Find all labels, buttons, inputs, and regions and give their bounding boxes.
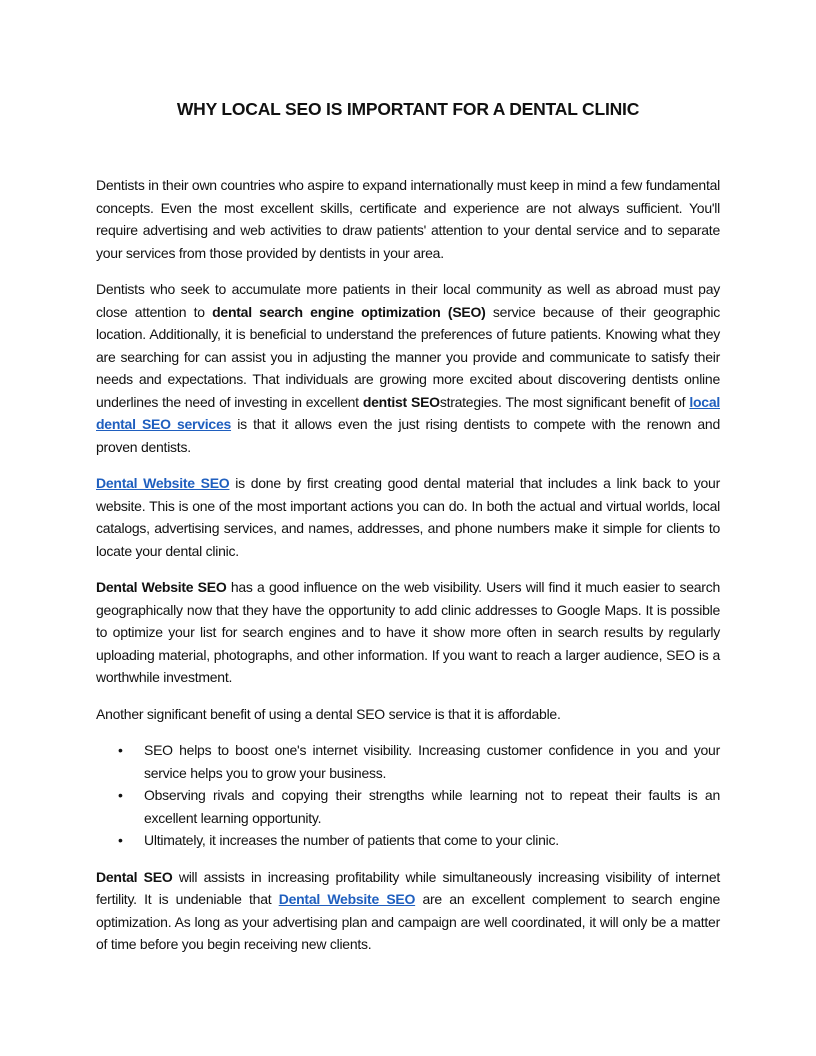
paragraph-affordable: Another significant benefit of using a dental SEO service is that it is affordable. bbox=[96, 705, 561, 722]
document-title: WHY LOCAL SEO IS IMPORTANT FOR A DENTAL CLINIC bbox=[176, 99, 640, 119]
dental-website-seo-link[interactable]: Dental Website SEO bbox=[96, 475, 230, 491]
list-item: • SEO helps to boost one's internet visibility. Increasing customer confidence in you and your service helps you to grow your business. bbox=[144, 739, 720, 784]
text: service because of their geographic location. Additionally, it is beneficial to understand the preferences of future patients. Knowing what they are searching for can assist you in adjusting the manner you provide and communicate to satisfy their needs and expectations. That individuals are growing more excited about discovering dentists online underlines the need of investing in excellent bbox=[96, 303, 720, 410]
paragraph-intro: Dentists in their own countries who aspire to expand internationally must keep in mind a few fundamental concepts. Even the most excellent skills, certificate and experience are not always sufficient. You'll require advertising and web activities to draw patients' attention to your dental service and to separate your services from those provided by dentists in your area. bbox=[96, 177, 720, 261]
document-body bbox=[96, 174, 720, 970]
paragraph-local-patients bbox=[96, 278, 720, 458]
list-item: • Observing rivals and copying their strengths while learning not to repeat their faults is an excellent learning opportunity. bbox=[144, 784, 720, 829]
bold-text: dentist SEO bbox=[362, 393, 440, 410]
paragraph-visibility bbox=[96, 576, 720, 689]
bold-text: Dental SEO bbox=[96, 868, 173, 885]
bold-text: dental search engine optimization (SEO) bbox=[212, 303, 486, 320]
local-dental-seo-link[interactable]: local dental SEO services bbox=[96, 393, 720, 432]
bold-text: Dental Website SEO bbox=[96, 579, 227, 595]
list-item: • Ultimately, it increases the number of patients that come to your clinic. bbox=[144, 829, 720, 852]
text: is that it allows even the just rising dentists to compete with the renown and proven dentists. bbox=[96, 416, 720, 455]
dental-website-seo-link-2[interactable]: Dental Website SEO bbox=[278, 891, 416, 907]
text: is done by first creating good dental material that includes a link back to your website. This is one of the most important actions you can do. In both the actual and virtual worlds, local catalogs, advertising services, and names, addresses, and phone numbers make it simple for clients to locate your dental clinic. bbox=[96, 475, 720, 559]
text: strategies. The most significant benefit of bbox=[439, 393, 690, 410]
paragraph-conclusion bbox=[96, 866, 720, 956]
text: Dentists who seek to accumulate more patients in their local community as well as abroad must pay close attention to bbox=[96, 281, 720, 320]
text: are an excellent complement to search engine optimization. As long as your advertising plan and campaign are well coordinated, it will only be a matter of time before you begin receiving new clients. bbox=[96, 891, 721, 952]
text: has a good influence on the web visibility. Users will find it much easier to search geographically now that they have the opportunity to add clinic addresses to Google Maps. It is possible to optimize your list for search engines and to have it show more often in search results by regularly uploading material, photographs, and other information. If you want to reach a larger audience, SEO is a worthwhile investment. bbox=[96, 579, 720, 685]
benefit-list bbox=[96, 739, 720, 852]
text: will assists in increasing profitability while simultaneously increasing visibility of internet fertility. It is undeniable that bbox=[96, 868, 720, 907]
paragraph-website-seo bbox=[96, 472, 720, 562]
